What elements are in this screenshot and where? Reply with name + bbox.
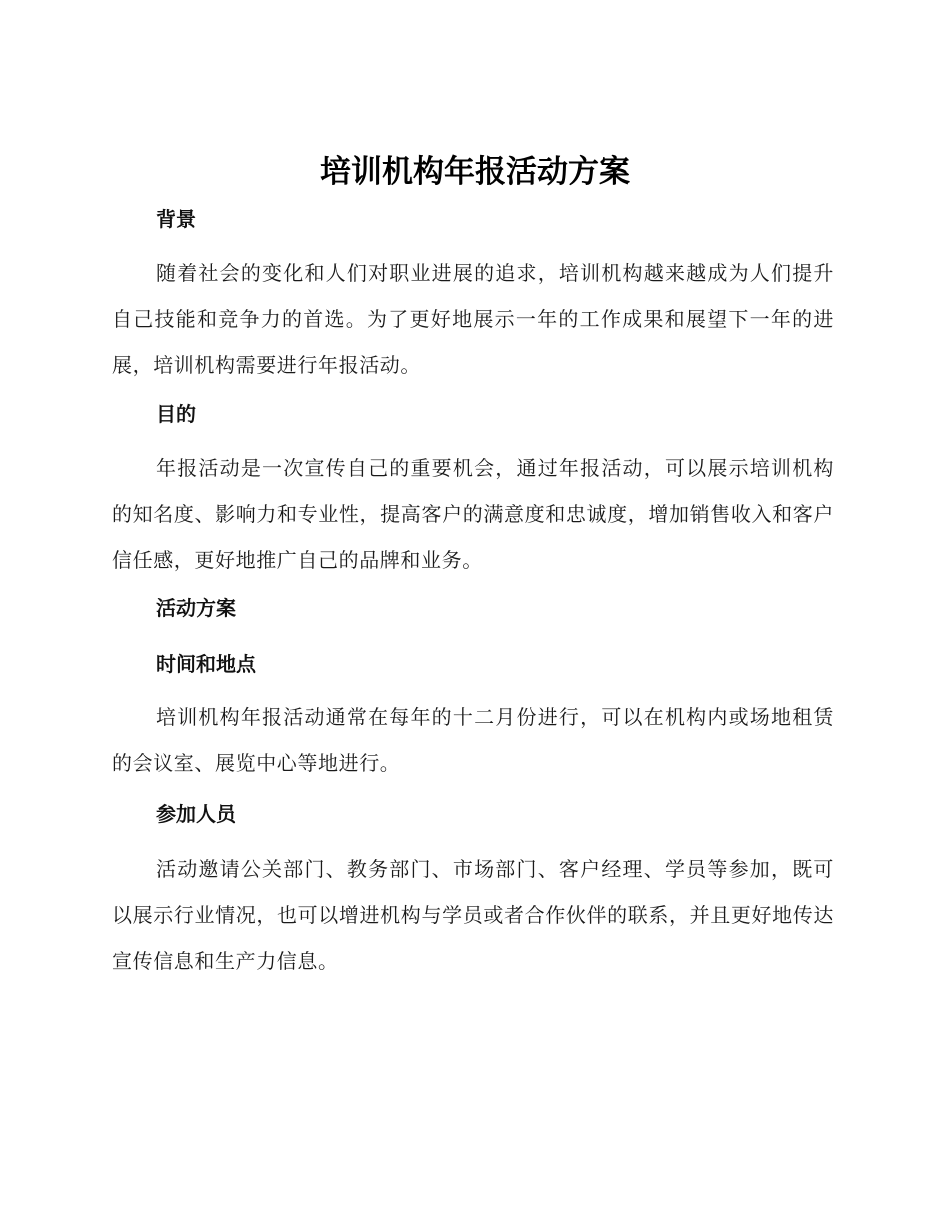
section-paragraph-background: 随着社会的变化和人们对职业进展的追求，培训机构越来越成为人们提升自己技能和竞争力的首选。为了更好地展示一年的工作成果和展望下一年的进展，培训机构需要进行年报活动。: [112, 261, 834, 377]
section-paragraph-participants: 活动邀请公关部门、教务部门、市场部门、客户经理、学员等参加，既可以展示行业情况，也可以增进机构与学员或者合作伙伴的联系，并且更好地传达宣传信息和生产力信息。: [112, 857, 834, 973]
section-heading-activity-plan: 活动方案: [156, 596, 236, 620]
section-heading-purpose: 目的: [156, 402, 196, 426]
section-heading-time-place: 时间和地点: [156, 652, 256, 676]
section-paragraph-time-place: 培训机构年报活动通常在每年的十二月份进行，可以在机构内或场地租赁的会议室、展览中心等地进行。: [112, 705, 834, 775]
document-title: 培训机构年报活动方案: [320, 154, 630, 190]
section-paragraph-purpose: 年报活动是一次宣传自己的重要机会，通过年报活动，可以展示培训机构的知名度、影响力和专业性，提高客户的满意度和忠诚度，增加销售收入和客户信任感，更好地推广自己的品牌和业务。: [112, 456, 834, 572]
section-heading-participants: 参加人员: [156, 802, 236, 826]
section-heading-background: 背景: [156, 207, 196, 231]
